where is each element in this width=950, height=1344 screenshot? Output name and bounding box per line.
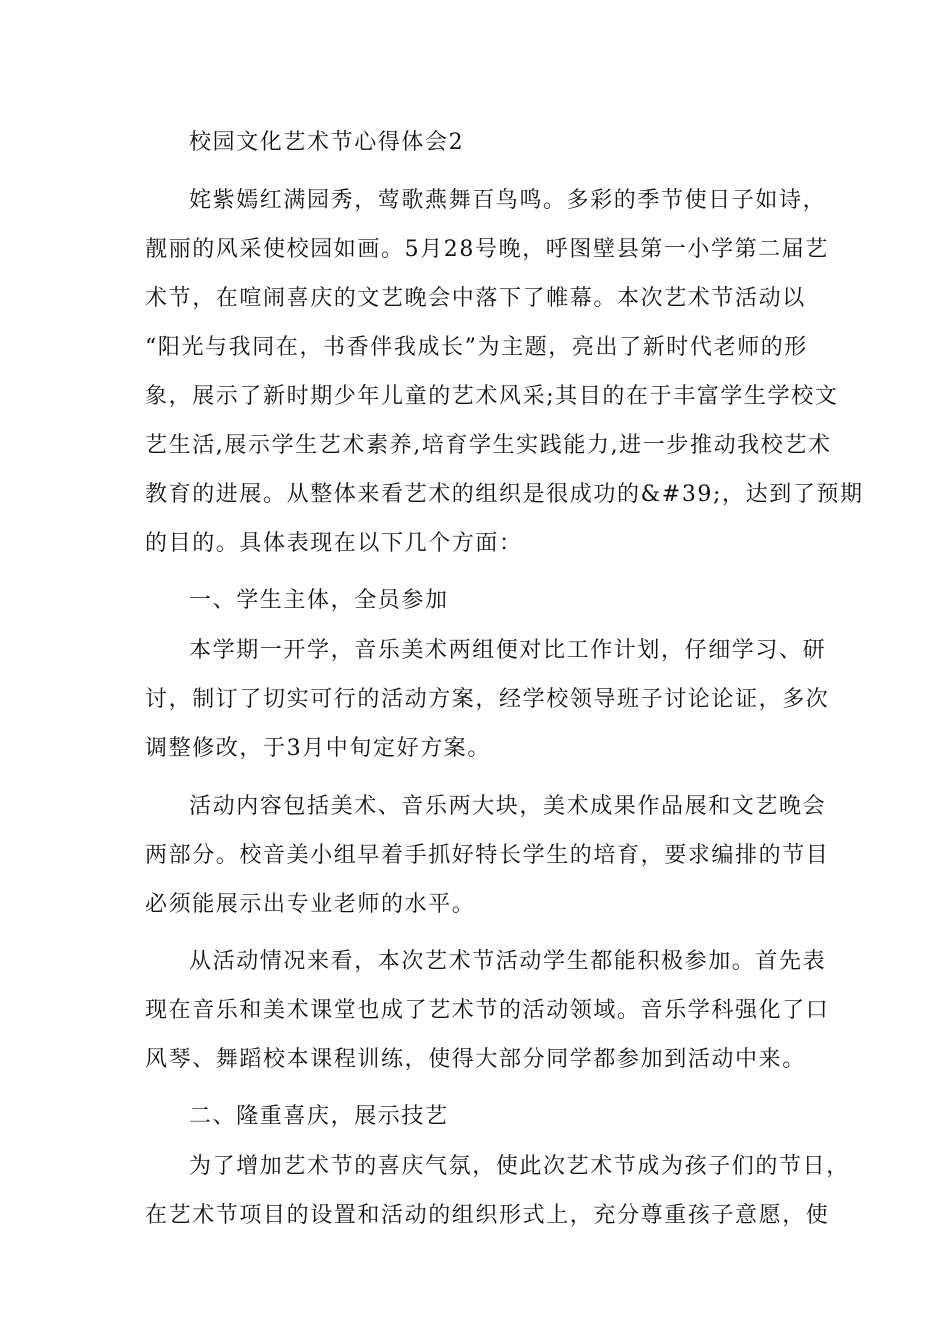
section-heading: 二、隆重喜庆，展示技艺 xyxy=(189,1104,449,1129)
paragraph-line: 教育的进展。从整体来看艺术的组织是很成功的&#39;，达到了预期 xyxy=(145,482,864,507)
paragraph-line: 艺生活,展示学生艺术素养,培育学生实践能力,进一步推动我校艺术 xyxy=(145,433,832,458)
paragraph-line: 为了增加艺术节的喜庆气氛，使此次艺术节成为孩子们的节日， xyxy=(189,1154,850,1179)
paragraph-line: 术节，在喧闹喜庆的文艺晚会中落下了帷幕。本次艺术节活动以 xyxy=(145,286,806,311)
paragraph-line: 的目的。具体表现在以下几个方面： xyxy=(145,531,523,556)
paragraph-line: 象，展示了新时期少年儿童的艺术风采;其目的在于丰富学生学校文 xyxy=(145,384,839,409)
paragraph-line: 靓丽的风采使校园如画。5月28号晚，呼图壁县第一小学第二届艺 xyxy=(145,237,829,262)
paragraph-line: 调整修改，于3月中旬定好方案。 xyxy=(145,736,491,761)
paragraph-line: “阳光与我同在，书香伴我成长”为主题，亮出了新时代老师的形 xyxy=(145,335,808,360)
paragraph-line: 活动内容包括美术、音乐两大块，美术成果作品展和文艺晚会 xyxy=(189,794,827,819)
section-heading: 一、学生主体，全员参加 xyxy=(189,588,449,613)
paragraph-line: 在艺术节项目的设置和活动的组织形式上，充分尊重孩子意愿，使 xyxy=(145,1203,830,1228)
document-title: 校园文化艺术节心得体会2 xyxy=(189,130,465,155)
paragraph-line: 讨，制订了切实可行的活动方案，经学校领导班子讨论论证，多次 xyxy=(145,687,830,712)
paragraph-line: 两部分。校音美小组早着手抓好特长学生的培育，要求编排的节目 xyxy=(145,843,830,868)
paragraph-line: 本学期一开学，音乐美术两组便对比工作计划，仔细学习、研 xyxy=(189,638,827,663)
paragraph-line: 必须能展示出专业老师的水平。 xyxy=(145,892,476,917)
paragraph-line: 姹紫嫣红满园秀，莺歌燕舞百鸟鸣。多彩的季节使日子如诗， xyxy=(189,188,827,213)
paragraph-line: 风琴、舞蹈校本课程训练，使得大部分同学都参加到活动中来。 xyxy=(145,1047,806,1072)
paragraph-line: 现在音乐和美术课堂也成了艺术节的活动领域。音乐学科强化了口 xyxy=(145,998,830,1023)
paragraph-line: 从活动情况来看，本次艺术节活动学生都能积极参加。首先表 xyxy=(189,949,827,974)
